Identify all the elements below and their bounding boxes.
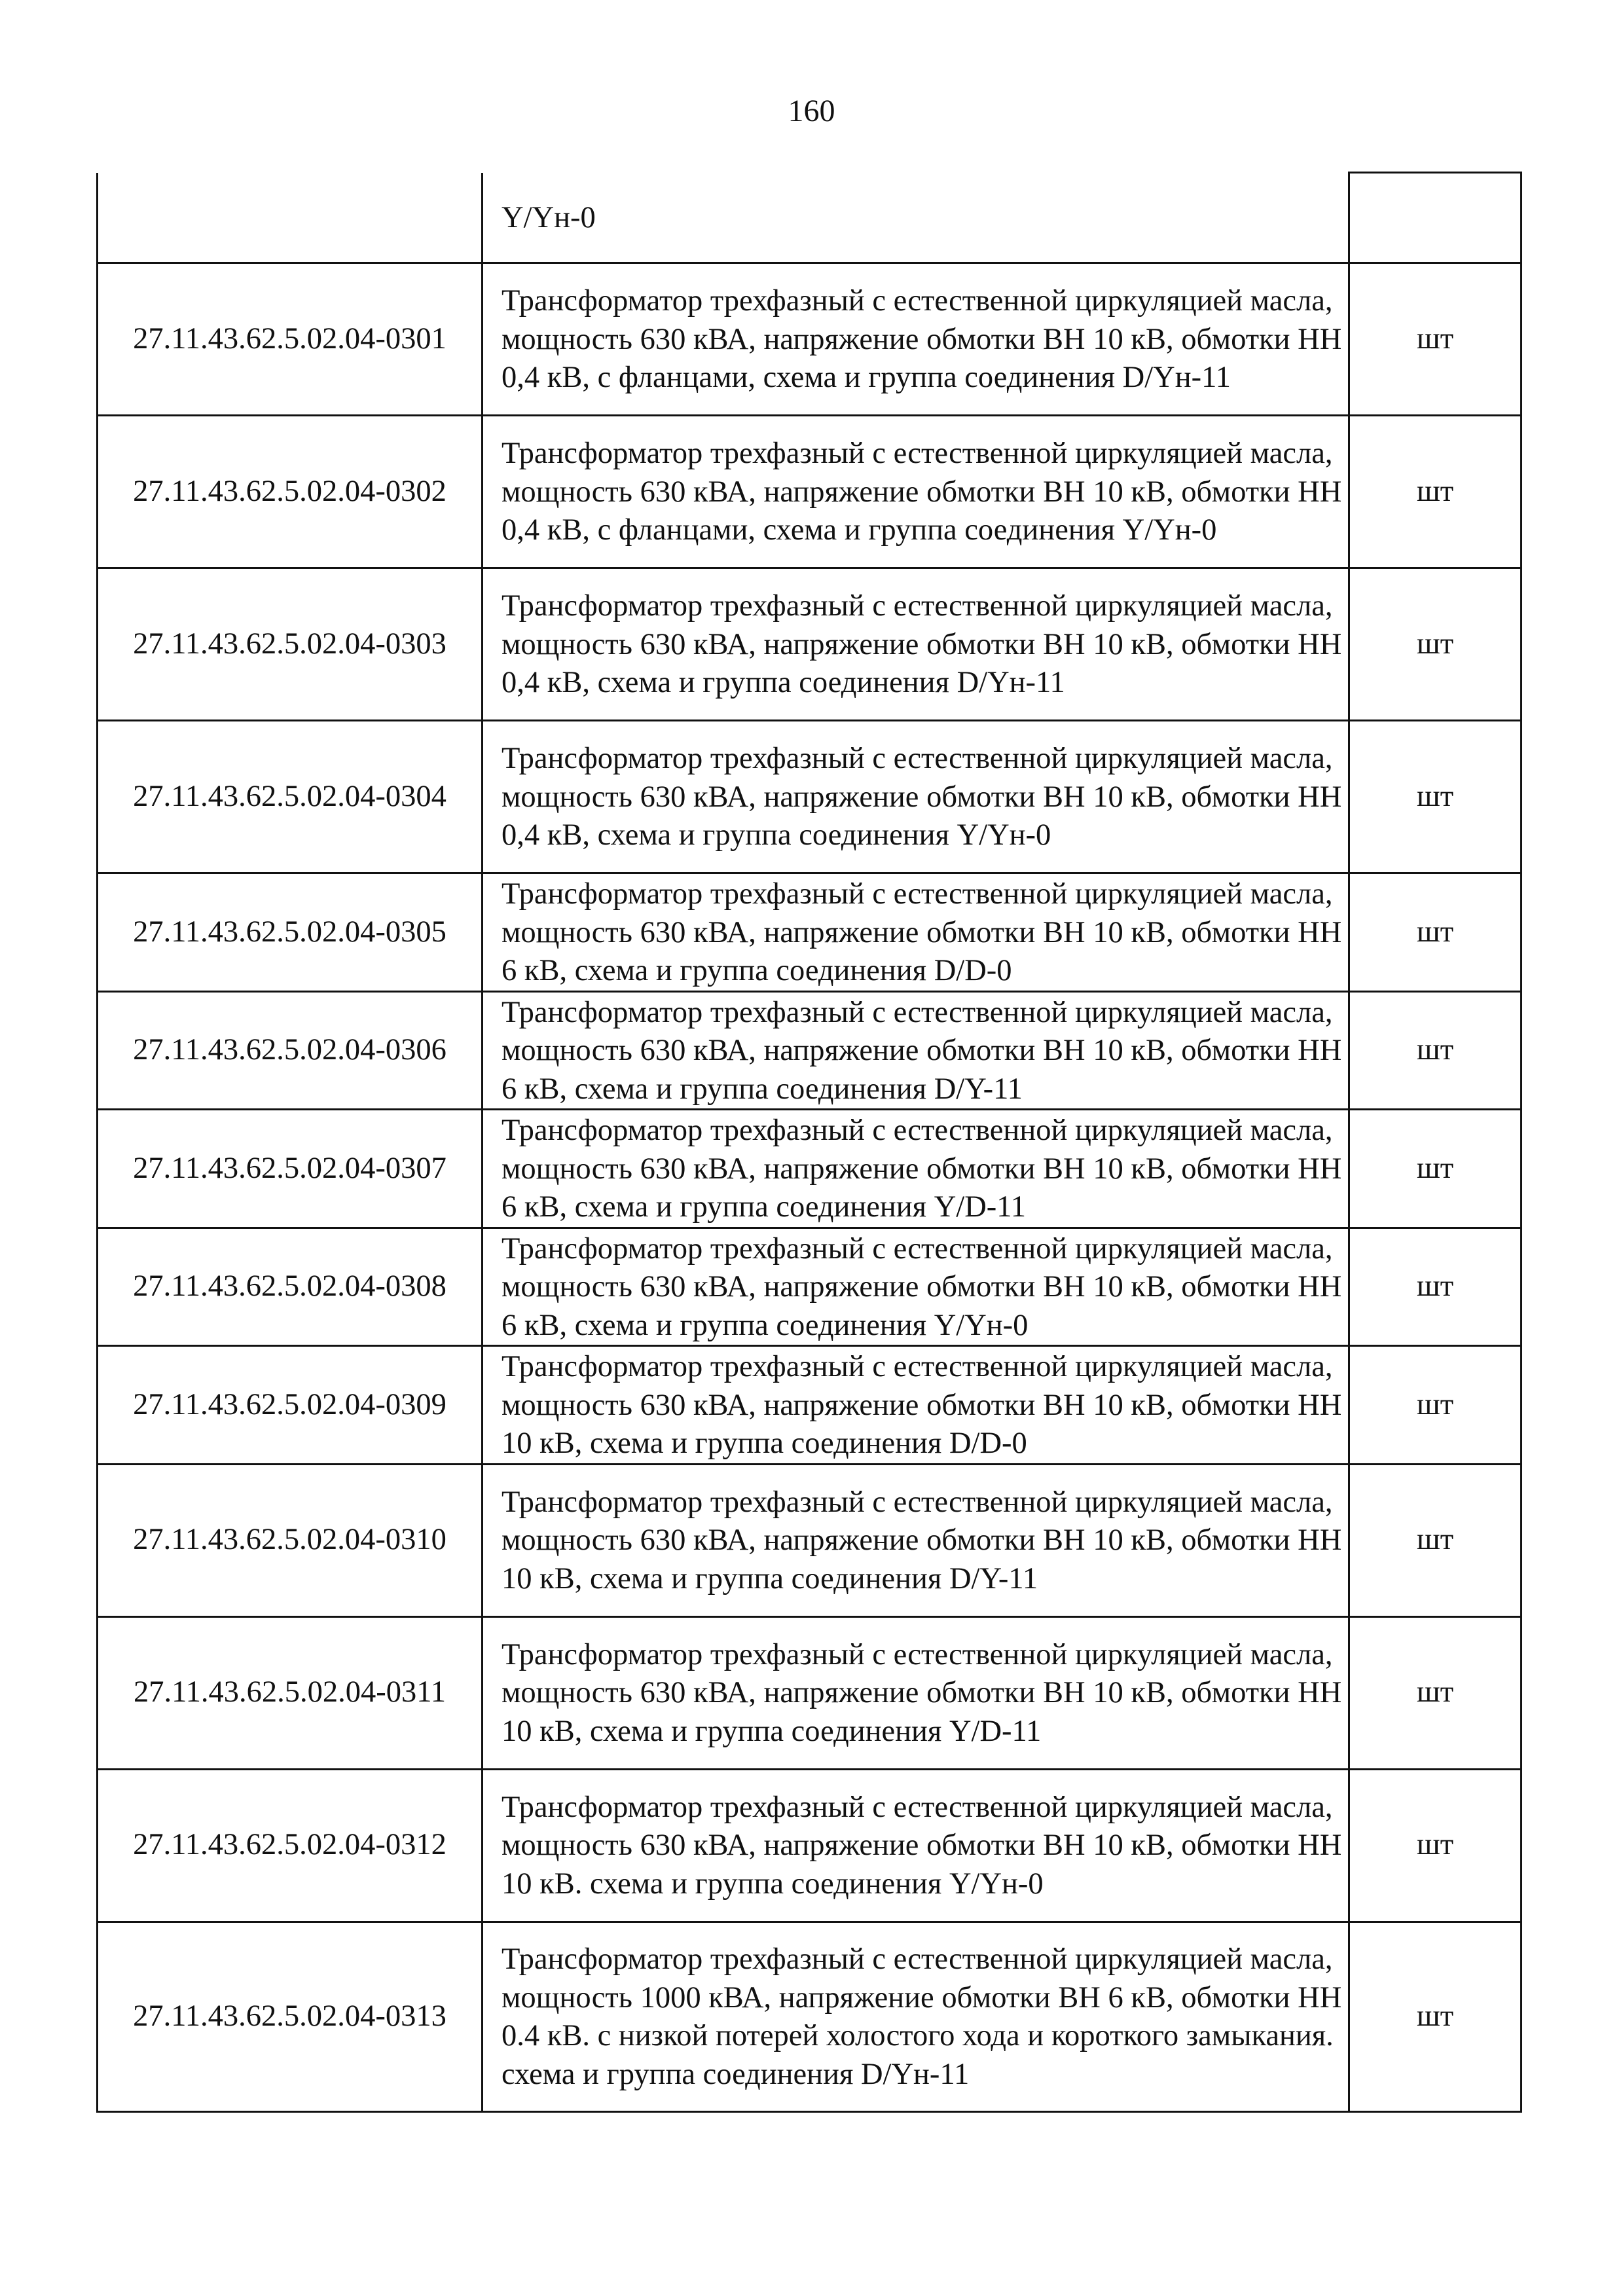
description-text: Трансформатор трехфазный с естественной циркуляцией масла, мощность 630 кВА, напряжение обмотки ВН 10 кВ, обмотки НН 10 кВ. схема и группа соединения Y/Yн-0: [501, 1790, 1342, 1901]
description-cell: [483, 991, 1349, 1110]
description-cell: [483, 1110, 1349, 1228]
code-cell: 27.11.43.62.5.02.04-0310: [98, 1464, 483, 1616]
description-text: Трансформатор трехфазный с естественной циркуляцией масла, мощность 630 кВА, напряжение обмотки ВН 10 кВ, обмотки НН 6 кВ, схема и группа соединения Y/Yн-0: [501, 1231, 1342, 1342]
code-cell: 27.11.43.62.5.02.04-0301: [98, 263, 483, 416]
table-row: [98, 568, 1522, 721]
description-text: Трансформатор трехфазный с естественной циркуляцией масла, мощность 630 кВА, напряжение обмотки ВН 10 кВ, обмотки НН 6 кВ, схема и группа соединения Y/D-11: [501, 1114, 1342, 1224]
unit-cell: шт: [1349, 873, 1522, 992]
classifier-table: [96, 172, 1522, 2113]
unit-cell: шт: [1349, 263, 1522, 416]
code-cell: 27.11.43.62.5.02.04-0302: [98, 416, 483, 568]
unit-cell: шт: [1349, 1228, 1522, 1346]
code-cell: 27.11.43.62.5.02.04-0305: [98, 873, 483, 992]
description-text: Трансформатор трехфазный с естественной циркуляцией масла, мощность 630 кВА, напряжение обмотки ВН 10 кВ, обмотки НН 10 кВ, схема и группа соединения Y/D-11: [501, 1637, 1342, 1748]
unit-cell: шт: [1349, 991, 1522, 1110]
unit-cell: шт: [1349, 721, 1522, 873]
code-cell: 27.11.43.62.5.02.04-0311: [98, 1616, 483, 1769]
description-text: Трансформатор трехфазный с естественной циркуляцией масла, мощность 630 кВА, напряжение обмотки ВН 10 кВ, обмотки НН 6 кВ, схема и группа соединения D/Y-11: [501, 995, 1342, 1106]
unit-cell: шт: [1349, 1464, 1522, 1616]
code-cell: 27.11.43.62.5.02.04-0308: [98, 1228, 483, 1346]
code-cell: 27.11.43.62.5.02.04-0313: [98, 1922, 483, 2111]
table-row: [98, 1110, 1522, 1228]
table-row: [98, 1346, 1522, 1465]
table-row: [98, 1616, 1522, 1769]
unit-cell: [1349, 173, 1522, 263]
page-number: 160: [788, 94, 835, 128]
unit-cell: шт: [1349, 1110, 1522, 1228]
description-text: Трансформатор трехфазный с естественной циркуляцией масла, мощность 630 кВА, напряжение обмотки ВН 10 кВ, обмотки НН 6 кВ, схема и группа соединения D/D-0: [501, 877, 1342, 987]
description-cell: [483, 1346, 1349, 1465]
description-cell: [483, 1922, 1349, 2111]
description-cell: [483, 416, 1349, 568]
description-text: Трансформатор трехфазный с естественной циркуляцией масла, мощность 630 кВА, напряжение обмотки ВН 10 кВ, обмотки НН 0,4 кВ, с фланцами, схема и группа соединения D/Yн-11: [501, 284, 1342, 395]
unit-cell: шт: [1349, 416, 1522, 568]
table-row: [98, 991, 1522, 1110]
description-cell: [483, 263, 1349, 416]
code-cell: [98, 173, 483, 263]
unit-cell: шт: [1349, 1922, 1522, 2111]
description-text: Трансформатор трехфазный с естественной циркуляцией масла, мощность 630 кВА, напряжение обмотки ВН 10 кВ, обмотки НН 0,4 кВ, схема и группа соединения D/Yн-11: [501, 589, 1342, 700]
unit-cell: шт: [1349, 1616, 1522, 1769]
description-cell: [483, 1616, 1349, 1769]
description-cell: [483, 568, 1349, 721]
description-cell: [483, 1464, 1349, 1616]
description-cell: [483, 721, 1349, 873]
table-row: [98, 1228, 1522, 1346]
description-text: Трансформатор трехфазный с естественной циркуляцией масла, мощность 630 кВА, напряжение обмотки ВН 10 кВ, обмотки НН 10 кВ, схема и группа соединения D/Y-11: [501, 1485, 1342, 1595]
description-text: Трансформатор трехфазный с естественной циркуляцией масла, мощность 630 кВА, напряжение обмотки ВН 10 кВ, обмотки НН 0,4 кВ, схема и группа соединения Y/Yн-0: [501, 742, 1342, 852]
table-row: [98, 873, 1522, 992]
table-row: [98, 1769, 1522, 1922]
unit-cell: шт: [1349, 1769, 1522, 1922]
code-cell: 27.11.43.62.5.02.04-0306: [98, 991, 483, 1110]
table-row: [98, 1464, 1522, 1616]
description-text: Y/Yн-0: [501, 200, 596, 234]
description-cell: [483, 1228, 1349, 1346]
code-cell: 27.11.43.62.5.02.04-0309: [98, 1346, 483, 1465]
description-cell: [483, 1769, 1349, 1922]
table-row: [98, 263, 1522, 416]
code-cell: 27.11.43.62.5.02.04-0312: [98, 1769, 483, 1922]
description-cell: [483, 873, 1349, 992]
description-text: Трансформатор трехфазный с естественной циркуляцией масла, мощность 630 кВА, напряжение обмотки ВН 10 кВ, обмотки НН 0,4 кВ, с фланцами, схема и группа соединения Y/Yн-0: [501, 437, 1342, 547]
description-text: Трансформатор трехфазный с естественной циркуляцией масла, мощность 630 кВА, напряжение обмотки ВН 10 кВ, обмотки НН 10 кВ, схема и группа соединения D/D-0: [501, 1350, 1342, 1460]
description-cell: [483, 173, 1349, 263]
table-row: [98, 1922, 1522, 2111]
description-text: Трансформатор трехфазный с естественной циркуляцией масла, мощность 1000 кВА, напряжение обмотки ВН 6 кВ, обмотки НН 0.4 кВ. с низкой потерей холостого хода и короткого замыкания. схема и группа соединения D/Yн-11: [501, 1942, 1342, 2091]
code-cell: 27.11.43.62.5.02.04-0304: [98, 721, 483, 873]
code-cell: 27.11.43.62.5.02.04-0303: [98, 568, 483, 721]
table-row: [98, 721, 1522, 873]
unit-cell: шт: [1349, 1346, 1522, 1465]
table-row: [98, 416, 1522, 568]
table-row-continued: [98, 173, 1522, 263]
code-cell: 27.11.43.62.5.02.04-0307: [98, 1110, 483, 1228]
unit-cell: шт: [1349, 568, 1522, 721]
